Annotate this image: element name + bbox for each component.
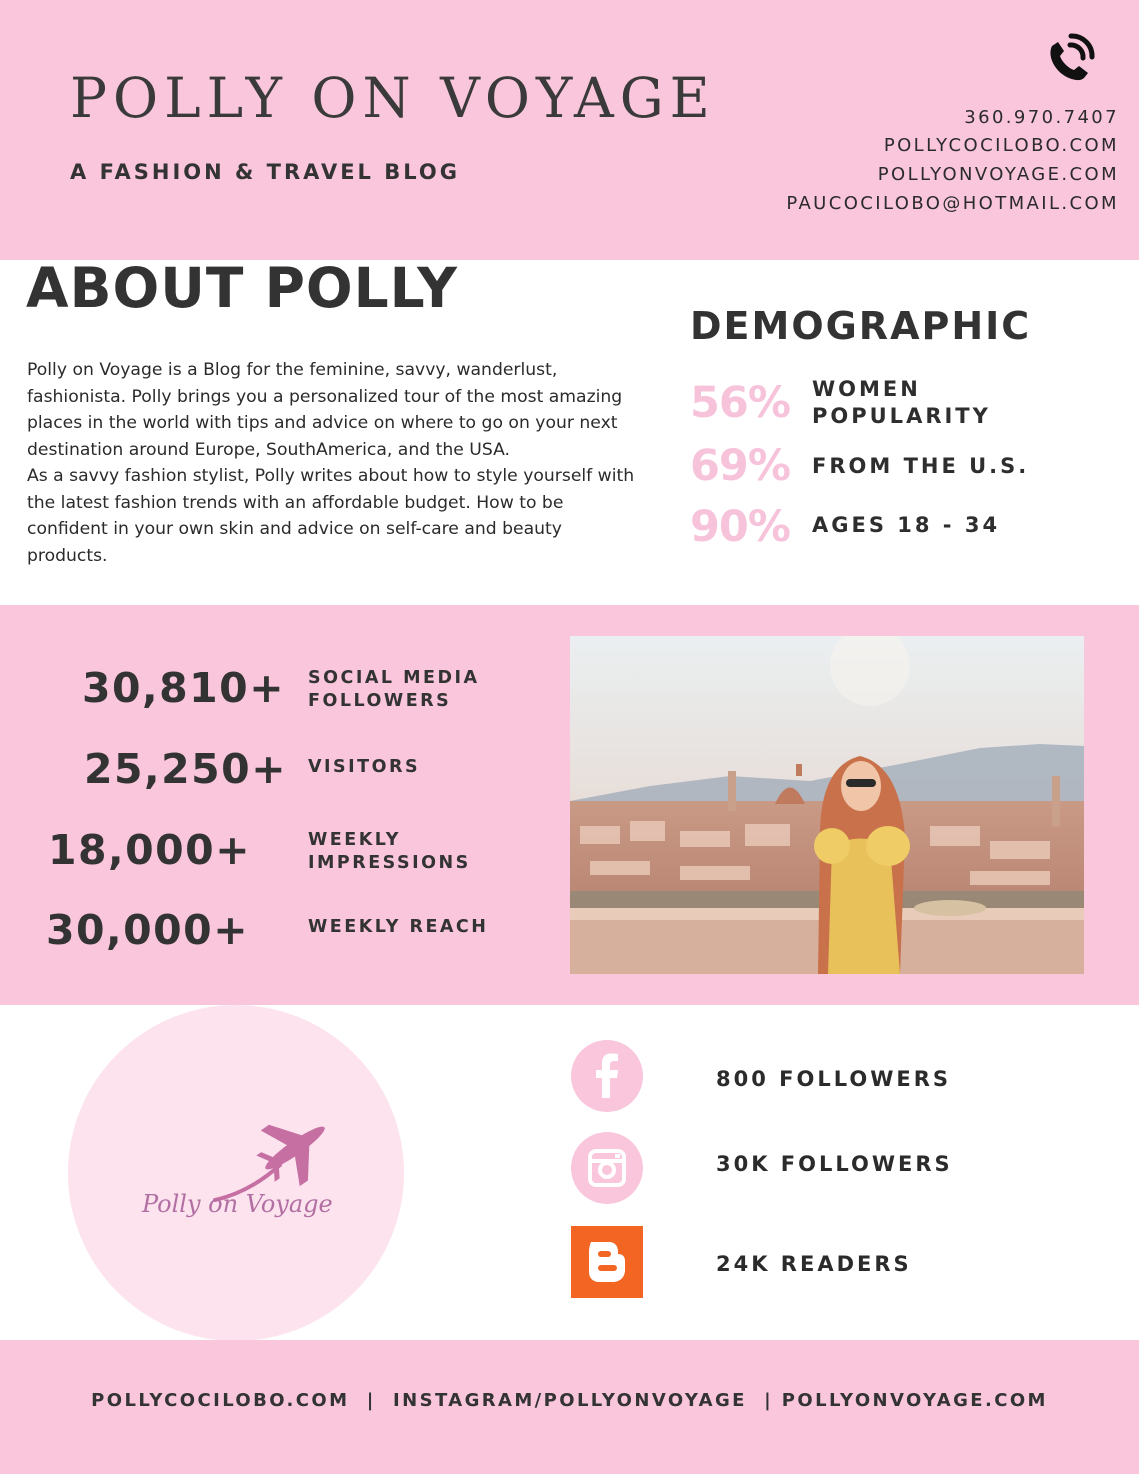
stat-value: 25,250+ <box>84 745 288 793</box>
demographic-percent: 69% <box>690 441 790 491</box>
demographic-label <box>812 376 991 430</box>
stat-label-line: FOLLOWERS <box>308 691 452 711</box>
blogger-icon[interactable] <box>571 1226 643 1298</box>
site-title: POLLY ON VOYAGE <box>70 66 716 130</box>
stat-value: 30,810+ <box>82 664 286 712</box>
about-paragraph: As a savvy fashion stylist, Polly writes about how to style yourself with the latest fashion trends with an affordable budget. How to be confident in your own skin and advice on self-care and beauty products. <box>27 466 635 566</box>
florence-photo <box>570 636 1084 974</box>
demographic-label-line: FROM THE U.S. <box>812 454 1030 478</box>
stat-label <box>308 916 488 939</box>
demographic-label-line: WOMEN <box>812 377 921 401</box>
about-paragraph: Polly on Voyage is a Blog for the feminine, savvy, wanderlust, fashionista. Polly brings you a personalized tour of the most amazing places in the world with tips and advice on where to go on your next destination around Europe, SouthAmerica, and the USA. <box>27 360 623 460</box>
demographic-label <box>812 512 1000 539</box>
stat-value: 18,000+ <box>48 826 252 874</box>
contact-phone[interactable]: 360.970.7407 <box>964 107 1119 128</box>
demographic-title: DEMOGRAPHIC <box>690 304 1032 348</box>
demographic-label-line: POPULARITY <box>812 404 991 428</box>
stat-label-line: SOCIAL MEDIA <box>308 668 480 688</box>
stat-label-line: WEEKLY <box>308 830 401 850</box>
logo-text: Polly on Voyage <box>142 1190 333 1218</box>
stat-label-line: IMPRESSIONS <box>308 853 471 873</box>
stat-label <box>308 756 420 779</box>
stat-value: 30,000+ <box>46 906 250 954</box>
contact-website[interactable]: POLLYCOCILOBO.COM <box>883 135 1119 156</box>
contact-email[interactable]: PAUCOCILOBO@HOTMAIL.COM <box>786 193 1119 214</box>
demographic-label <box>812 453 1029 480</box>
instagram-icon[interactable] <box>571 1132 643 1204</box>
contact-blog[interactable]: POLLYONVOYAGE.COM <box>877 164 1119 185</box>
stat-label <box>308 667 480 713</box>
site-tagline: A FASHION & TRAVEL BLOG <box>70 160 460 184</box>
footer-links[interactable]: POLLYCOCILOBO.COM | INSTAGRAM/POLLYONVOYAGE | POLLYONVOYAGE.COM <box>91 1390 1048 1411</box>
blogger-readers: 24K READERS <box>716 1252 912 1276</box>
about-body <box>27 357 647 569</box>
about-title: ABOUT POLLY <box>26 256 458 320</box>
facebook-icon[interactable] <box>571 1040 643 1112</box>
demographic-percent: 56% <box>690 378 790 428</box>
demographic-label-line: AGES 18 - 34 <box>812 513 1001 537</box>
stat-label <box>308 829 471 875</box>
stat-label-line: VISITORS <box>308 757 421 777</box>
phone-icon <box>1038 30 1098 88</box>
header-band <box>0 0 1139 260</box>
facebook-followers: 800 FOLLOWERS <box>716 1067 952 1091</box>
demographic-percent: 90% <box>690 502 790 552</box>
stat-label-line: WEEKLY REACH <box>308 917 489 937</box>
instagram-followers: 30K FOLLOWERS <box>716 1152 953 1176</box>
